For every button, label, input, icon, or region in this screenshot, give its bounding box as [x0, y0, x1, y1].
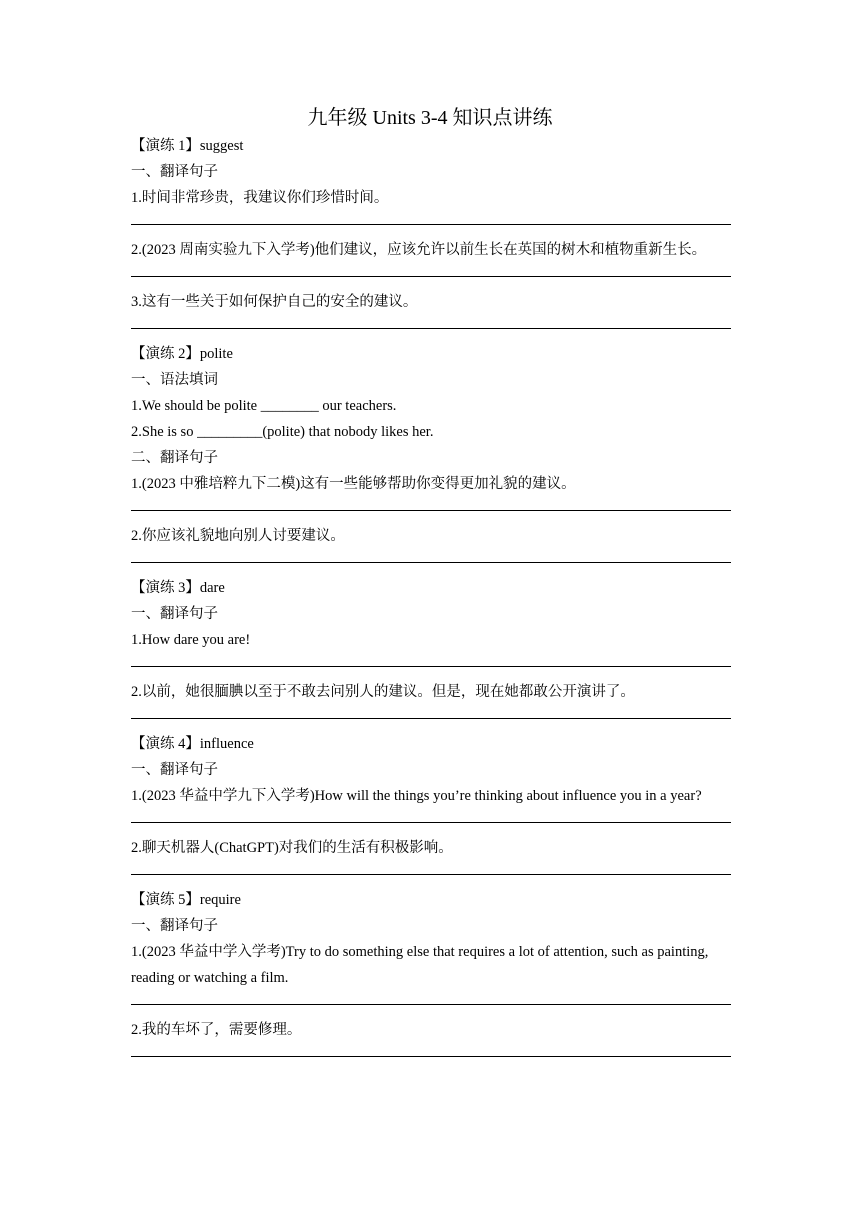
section-3-part-heading: 一、翻译句子	[131, 606, 218, 622]
section-5-header: 【演练 5】require	[131, 892, 241, 908]
question-text: 1.(2023 华益中学九下入学考)How will the things you’re thinking about influence you in a year?	[131, 788, 702, 804]
section-1-part-heading: 一、翻译句子	[131, 164, 218, 180]
question-text: 1.时间非常珍贵，我建议你们珍惜时间。	[131, 190, 389, 206]
section-2-part2-heading: 二、翻译句子	[131, 450, 218, 466]
answer-line[interactable]	[131, 653, 731, 679]
question-text: 2.我的车坏了，需要修理。	[131, 1022, 302, 1038]
answer-line[interactable]	[131, 549, 731, 575]
question-text: 1.(2023 华益中学入学考)Try to do something else that requires a lot of attention, such as painting, reading or watching a film.	[131, 944, 709, 986]
answer-line[interactable]	[131, 705, 731, 731]
question-text: 2.你应该礼貌地向别人讨要建议。	[131, 528, 345, 544]
section-2-header: 【演练 2】polite	[131, 346, 233, 362]
question-text: 2.(2023 周南实验九下入学考)他们建议，应该允许以前生长在英国的树木和植物重新生长。	[131, 242, 707, 258]
fill-blank-question: 1.We should be polite ________ our teachers.	[131, 398, 397, 414]
question-text: 2.以前，她很腼腆以至于不敢去问别人的建议。但是，现在她都敢公开演讲了。	[131, 684, 635, 700]
answer-line[interactable]	[131, 497, 731, 523]
fill-blank-question: 2.She is so _________(polite) that nobody likes her.	[131, 424, 434, 440]
section-5-part-heading: 一、翻译句子	[131, 918, 218, 934]
question-text: 1.(2023 中雅培粹九下二模)这有一些能够帮助你变得更加礼貌的建议。	[131, 476, 576, 492]
answer-line[interactable]	[131, 861, 731, 887]
section-3-header: 【演练 3】dare	[131, 580, 225, 596]
section-4-part-heading: 一、翻译句子	[131, 762, 218, 778]
section-1-header: 【演练 1】suggest	[131, 138, 244, 154]
section-4-header: 【演练 4】influence	[131, 736, 254, 752]
answer-line[interactable]	[131, 263, 731, 289]
section-2-part-heading: 一、语法填词	[131, 372, 218, 388]
question-text: 3.这有一些关于如何保护自己的安全的建议。	[131, 294, 418, 310]
question-text: 2.聊天机器人(ChatGPT)对我们的生活有积极影响。	[131, 840, 453, 856]
worksheet-content	[131, 133, 731, 1069]
answer-line[interactable]	[131, 315, 731, 341]
answer-line[interactable]	[131, 1043, 731, 1069]
answer-line[interactable]	[131, 809, 731, 835]
question-text: 1.How dare you are!	[131, 632, 251, 648]
answer-line[interactable]	[131, 211, 731, 237]
page-title: 九年级 Units 3-4 知识点讲练	[307, 107, 553, 129]
answer-line[interactable]	[131, 991, 731, 1017]
